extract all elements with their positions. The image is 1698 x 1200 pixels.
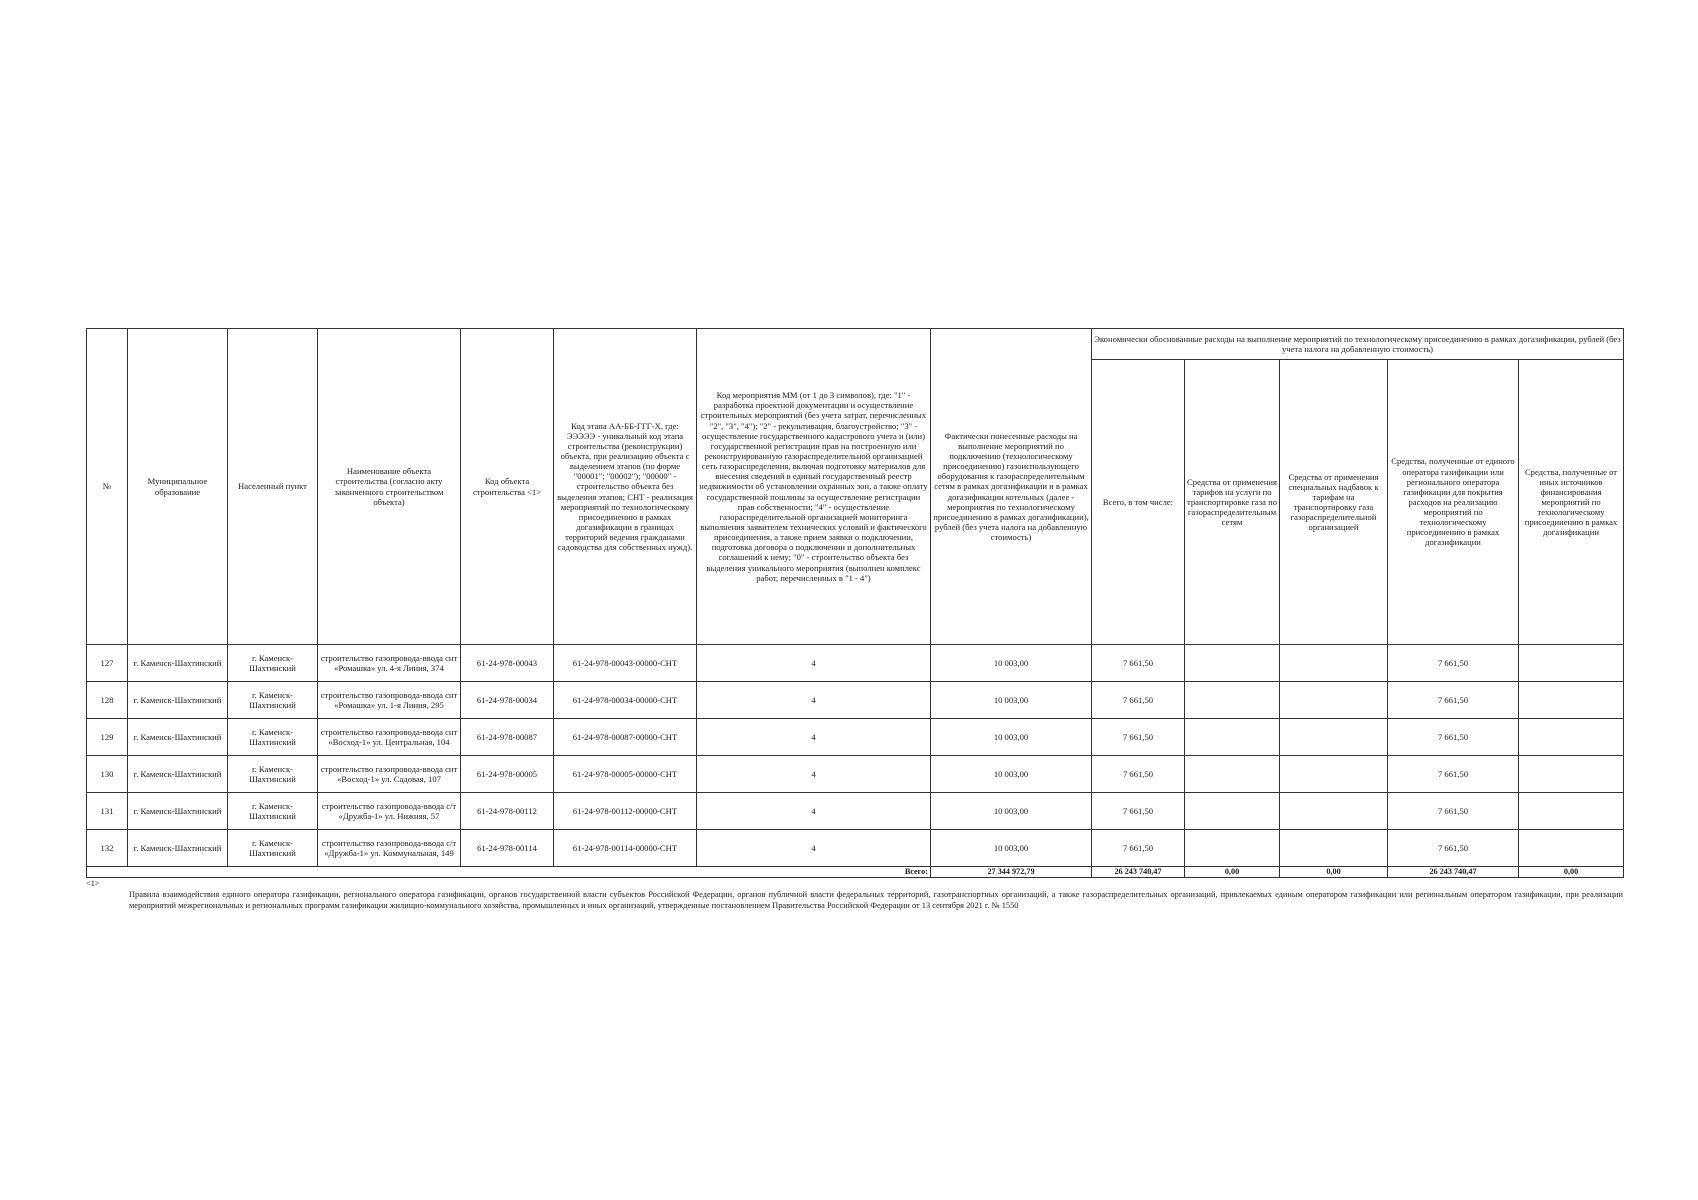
cell-surcharge-funds [1280,756,1388,793]
total-row [87,867,1624,878]
cell-settlement: г. Каменск-Шахтинский [228,756,318,793]
total-label: Всего: [87,867,931,878]
cell-stage-code: 61-24-978-00114-00000-СНТ [554,830,697,867]
cell-total-incl: 7 661,50 [1092,793,1185,830]
cell-object-name: строительство газопровода-ввода снт «Восход-1» ул. Садовая, 107 [318,756,461,793]
total-operator-funds: 26 243 740,47 [1388,867,1519,878]
cell-other-funds [1519,719,1624,756]
cell-municipality: г. Каменск-Шахтинский [128,830,228,867]
cell-tariff-funds [1185,830,1280,867]
cell-object-code: 61-24-978-00087 [461,719,554,756]
cell-total-incl: 7 661,50 [1092,830,1185,867]
cell-other-funds [1519,682,1624,719]
cell-other-funds [1519,830,1624,867]
cell-stage-code: 61-24-978-00034-00000-СНТ [554,682,697,719]
header-operator-funds: Средства, полученные от единого оператора газификации или регионального оператора газификации для покрытия расходов на реализацию мероприятий по технологическому присоединению в рамках догазификации [1388,360,1519,645]
table-row [87,645,1624,682]
cell-other-funds [1519,645,1624,682]
cell-other-funds [1519,793,1624,830]
cell-event-code: 4 [697,756,931,793]
cell-settlement: г. Каменск-Шахтинский [228,719,318,756]
header-tariff-funds: Средства от применения тарифов на услуги по транспортировке газа по газораспределительным сетям [1185,360,1280,645]
cell-municipality: г. Каменск-Шахтинский [128,645,228,682]
cell-operator-funds: 7 661,50 [1388,793,1519,830]
cell-total-incl: 7 661,50 [1092,719,1185,756]
cell-num: 129 [87,719,128,756]
cell-object-name: строительство газопровода-ввода с/т «Дружба-1» ул. Коммунальная, 149 [318,830,461,867]
header-event-code: Код мероприятия ММ (от 1 до 3 символов), где: "1" - разработка проектной документации и осуществление строительных мероприятий (без учета затрат, перечисленных "2", "3", "4"); "2" - рекультивация, благоустройство; "3" - осуществление государственного кадастрового учета и (или) государственной регистрации прав на построенную или реконструированную газораспределительной организацией сеть газораспределения, включая подготовку материалов для внесения сведений в единый государственный реестр недвижимости об установлении охранных зон, а также оплату государственной пошлины за осуществление регистрации прав собственности; "4" - осуществление газораспределительной организацией мониторинга выполнения заявителем технических условий и фактического присоединения, а также прием заявки о подключении, подготовка договора о подключении и дополнительных соглашений к нему; "0" - строительство объекта без выделения уникального мероприятия (выполнен комплекс работ, перечисленных в "1 - 4") [697,329,931,645]
cell-event-code: 4 [697,682,931,719]
header-settlement: Населенный пункт [228,329,318,645]
cell-event-code: 4 [697,719,931,756]
total-total-incl: 26 243 740,47 [1092,867,1185,878]
cell-object-name: строительство газопровода-ввода снт «Восход-1» ул. Центральная, 104 [318,719,461,756]
cell-num: 128 [87,682,128,719]
cell-total-incl: 7 661,50 [1092,645,1185,682]
cell-actual-costs: 10 003,00 [931,682,1092,719]
table-row [87,719,1624,756]
cell-tariff-funds [1185,719,1280,756]
header-economic-costs-group: Экономически обоснованные расходы на выполнение мероприятий по технологическому присоединению в рамках догазификации, рублей (без учета налога на добавленную стоимость) [1092,329,1624,360]
cell-object-code: 61-24-978-00112 [461,793,554,830]
header-surcharge-funds: Средства от применения специальных надбавок к тарифам на транспортировку газа газораспределительной организацией [1280,360,1388,645]
header-object-name: Наименование объекта строительства (согласно акту законченного строительством объекта) [318,329,461,645]
cell-actual-costs: 10 003,00 [931,756,1092,793]
cell-object-code: 61-24-978-00114 [461,830,554,867]
footnote [86,879,1623,912]
header-stage-code: Код этапа АА-ББ-ГГГ-Х, где: ЭЭЭЭЭ - уникальный код этапа строительства (реконструкции) объекта, при реализацию объекта с выделением этапов (по форме "00001"; "00002"); "00000" - строительство объекта без выделения этапов; СНТ - реализация мероприятий по технологическому присоединению в рамках догазификации в границах территорий ведения гражданами садоводства для собственных нужд). [554,329,697,645]
total-tariff-funds: 0,00 [1185,867,1280,878]
cell-object-code: 61-24-978-00034 [461,682,554,719]
total-other-funds: 0,00 [1519,867,1624,878]
header-total-incl: Всего, в том числе: [1092,360,1185,645]
cell-object-name: строительство газопровода-ввода с/т «Дружба-1» ул. Нижняя, 57 [318,793,461,830]
cell-total-incl: 7 661,50 [1092,682,1185,719]
table-row [87,830,1624,867]
header-actual-costs: Фактически понесенные расходы на выполнение мероприятий по подключению (технологическому присоединению) газоиспользующего оборудования к газораспределительным сетям в рамках догазификации и в рамках догазификации котельных (далее - мероприятия по технологическому присоединению в рамках догазификации), рублей (без учета налога на добавленную стоимость) [931,329,1092,645]
cell-actual-costs: 10 003,00 [931,645,1092,682]
cell-total-incl: 7 661,50 [1092,756,1185,793]
cell-stage-code: 61-24-978-00005-00000-СНТ [554,756,697,793]
cell-tariff-funds [1185,756,1280,793]
cell-tariff-funds [1185,645,1280,682]
cell-operator-funds: 7 661,50 [1388,756,1519,793]
footnote-text: Правила взаимодействия единого оператора газификации, регионального оператора газификации, органов государственной власти субъектов Российской Федерации, органов публичной власти федеральных территорий, газотранспортных организаций, а также газораспределительных организаций, привлекаемых единым оператором газификации или региональным оператором газификации, при реализации мероприятий межрегиональных и региональных программ газификации жилищно-коммунального хозяйства, промышленных и иных организаций, утвержденные постановлением Правительства Российской Федерации от 13 сентября 2021 г. № 1550 [129,889,1623,910]
cell-surcharge-funds [1280,719,1388,756]
cell-num: 130 [87,756,128,793]
cell-object-code: 61-24-978-00005 [461,756,554,793]
cell-object-name: строительство газопровода-ввода снт «Ромашка» ул. 4-я Линия, 374 [318,645,461,682]
cell-municipality: г. Каменск-Шахтинский [128,682,228,719]
cell-num: 127 [87,645,128,682]
header-object-code: Код объекта строительства <1> [461,329,554,645]
cell-event-code: 4 [697,830,931,867]
cell-tariff-funds [1185,793,1280,830]
header-num: № [87,329,128,645]
cell-settlement: г. Каменск-Шахтинский [228,645,318,682]
cell-surcharge-funds [1280,793,1388,830]
cell-object-code: 61-24-978-00043 [461,645,554,682]
cell-surcharge-funds [1280,682,1388,719]
total-actual-costs: 27 344 972,79 [931,867,1092,878]
cell-actual-costs: 10 003,00 [931,793,1092,830]
header-other-funds: Средства, полученные от иных источников финансирования мероприятий по технологическому присоединению в рамках догазификации [1519,360,1624,645]
cell-tariff-funds [1185,682,1280,719]
cell-surcharge-funds [1280,645,1388,682]
cell-other-funds [1519,756,1624,793]
cell-num: 132 [87,830,128,867]
cell-operator-funds: 7 661,50 [1388,830,1519,867]
table-row [87,793,1624,830]
cell-municipality: г. Каменск-Шахтинский [128,719,228,756]
table-row [87,682,1624,719]
cell-stage-code: 61-24-978-00112-00000-СНТ [554,793,697,830]
cell-settlement: г. Каменск-Шахтинский [228,793,318,830]
cell-municipality: г. Каменск-Шахтинский [128,756,228,793]
cell-stage-code: 61-24-978-00043-00000-СНТ [554,645,697,682]
cell-event-code: 4 [697,645,931,682]
cell-settlement: г. Каменск-Шахтинский [228,682,318,719]
cell-operator-funds: 7 661,50 [1388,719,1519,756]
cell-operator-funds: 7 661,50 [1388,645,1519,682]
cell-actual-costs: 10 003,00 [931,830,1092,867]
total-surcharge-funds: 0,00 [1280,867,1388,878]
cell-num: 131 [87,793,128,830]
header-municipality: Муниципальное образование [128,329,228,645]
cell-settlement: г. Каменск-Шахтинский [228,830,318,867]
footnote-mark: <1> [86,879,100,888]
cell-surcharge-funds [1280,830,1388,867]
cell-actual-costs: 10 003,00 [931,719,1092,756]
table-row [87,756,1624,793]
cell-object-name: строительство газопровода-ввода снт «Ромашка» ул. 1-я Линия, 295 [318,682,461,719]
cell-municipality: г. Каменск-Шахтинский [128,793,228,830]
gasification-costs-table [86,328,1624,878]
cell-stage-code: 61-24-978-00087-00000-СНТ [554,719,697,756]
cell-event-code: 4 [697,793,931,830]
header-row-top [87,329,1624,360]
cell-operator-funds: 7 661,50 [1388,682,1519,719]
